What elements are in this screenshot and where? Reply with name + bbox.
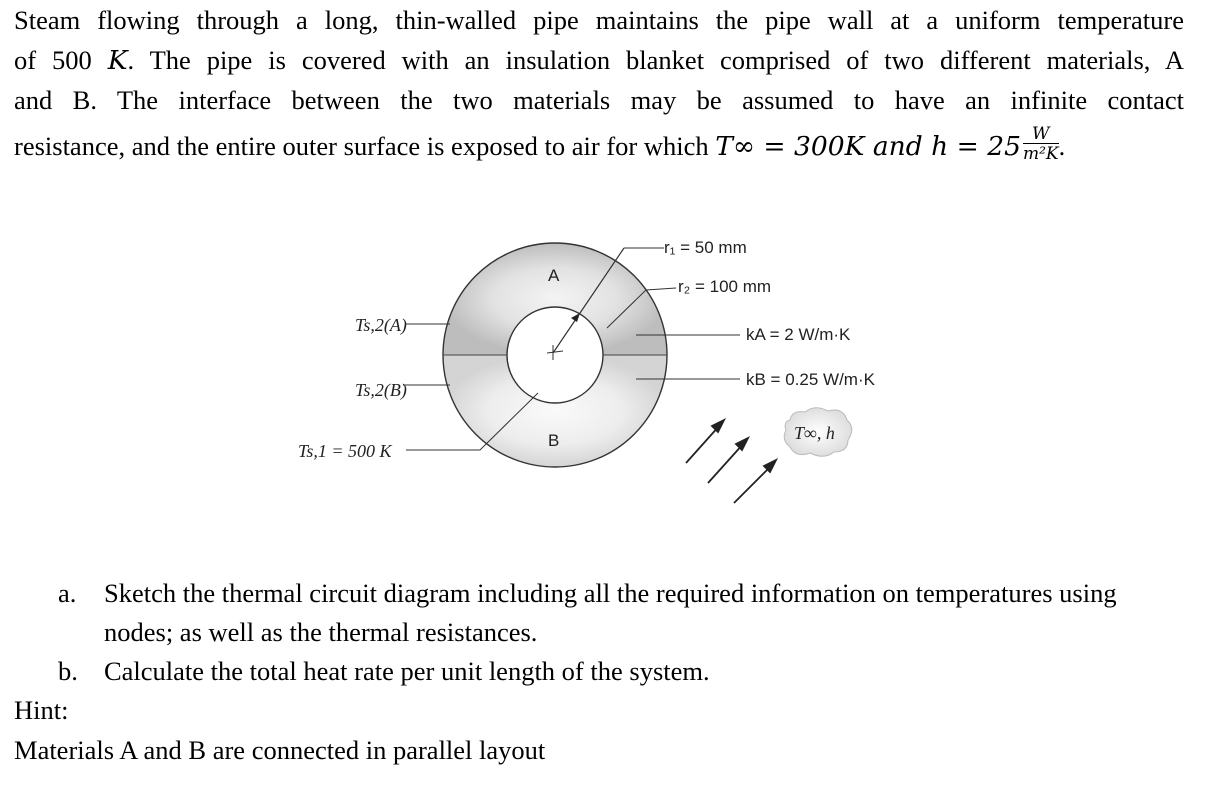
airflow-arrows (686, 420, 776, 503)
question-b (58, 652, 1184, 691)
air-conditions-math: T∞ = 300K and h = 25 (715, 131, 1021, 162)
question-a-marker: a. (58, 578, 77, 608)
r1-label: r₁ = 50 mm (664, 238, 747, 257)
question-a (58, 574, 1184, 652)
questions-list (58, 574, 1184, 691)
question-b-text: Calculate the total heat rate per unit length of the system. (104, 656, 710, 686)
ts2a-label: Ts,2(A) (355, 315, 407, 335)
problem-line-2: of 500 K. The pipe is covered with an insulation blanket comprised of two different materials, A (14, 45, 1184, 76)
heat-transfer-coefficient-unit: $\frac{W}{\text{m²K}}$ (1022, 124, 1059, 165)
kb-label: kB = 0.25 W/m·K (746, 370, 875, 389)
hint-label: Hint: (14, 695, 69, 725)
ts1-label: Ts,1 = 500 K (298, 441, 392, 461)
ts2b-label: Ts,2(B) (355, 380, 407, 400)
r2-label: r₂ = 100 mm (678, 277, 772, 296)
question-a-text: Sketch the thermal circuit diagram including all the required information on temperatures using nodes; as well as the thermal resistances. (104, 578, 1117, 647)
problem-line-1: Steam flowing through a long, thin-walled pipe maintains the pipe wall at a uniform temperature (14, 5, 1184, 35)
label-a: A (548, 266, 560, 285)
problem-line-3: and B. The interface between the two materials may be assumed to have an infinite contact (14, 85, 1184, 115)
ka-label: kA = 2 W/m·K (746, 325, 851, 344)
pipe-wall (507, 307, 603, 403)
hint-text: Materials A and B are connected in parallel layout (14, 735, 546, 765)
question-b-marker: b. (58, 656, 78, 686)
label-b: B (548, 431, 560, 450)
r2-leader (646, 288, 676, 290)
tinf-h-label: T∞, h (794, 423, 835, 443)
problem-line-4: resistance, and the entire outer surface is exposed to air for which T∞ = 300K and h = 25 $\frac{W}{\text{m²K}}$ . (14, 124, 1066, 165)
